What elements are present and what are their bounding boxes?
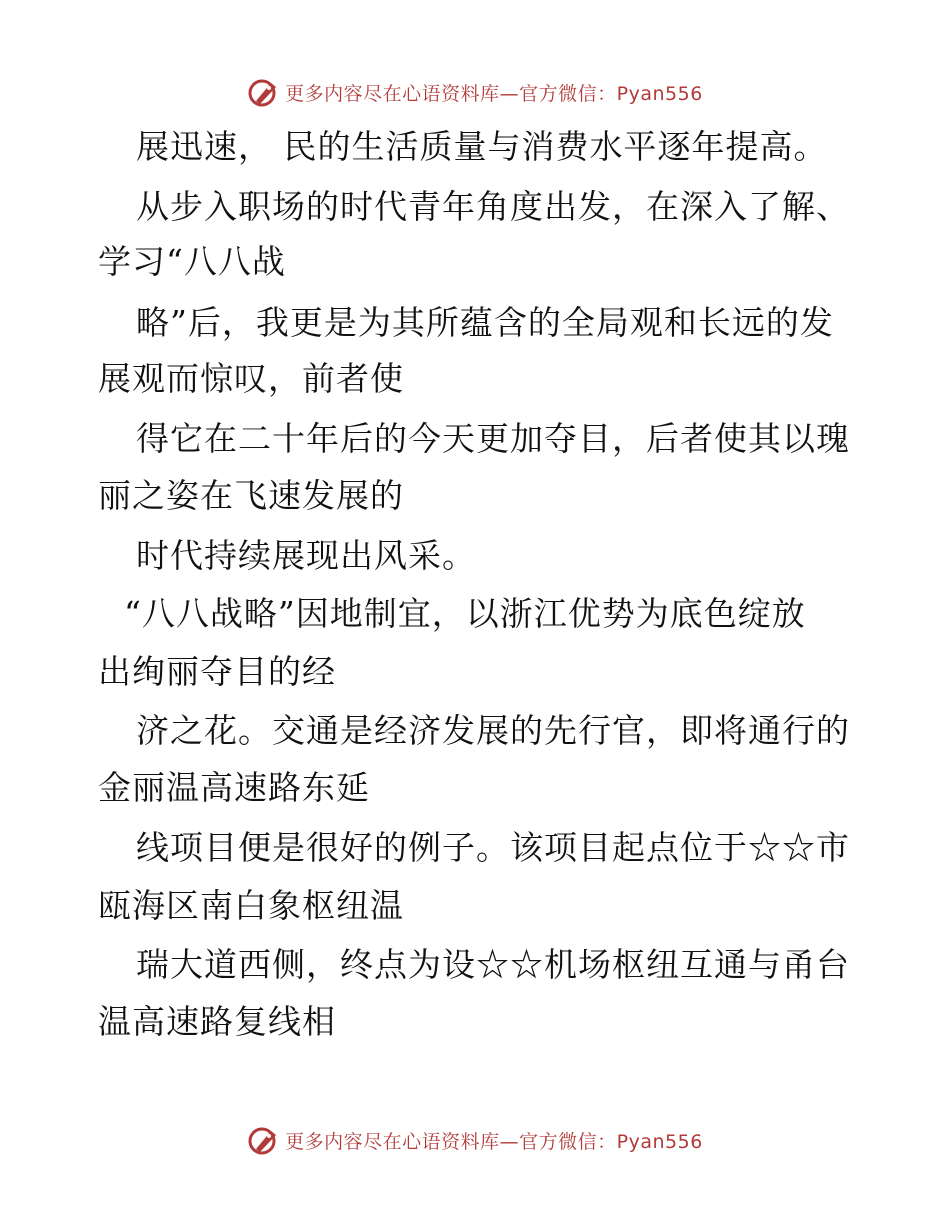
text-line: 瓯海区南白象枢纽温 [98,886,404,925]
text-line: 出绚丽夺目的经 [98,652,336,691]
text-line: 略”后，我更是为其所蕴含的全局观和长远的发 [136,303,834,342]
pen-nib-logo-icon [247,75,281,109]
text-line: 丽之姿在飞速发展的 [98,476,404,515]
text-line: “八八战略”因地制宜，以浙江优势为底色绽放 [124,594,806,633]
text-line: 学习“八八战 [98,242,286,281]
text-line: 线项目便是很好的例子。该项目起点位于☆☆市 [136,828,850,867]
text-line: 瑞大道西侧，终点为设☆☆机场枢纽互通与甬台 [136,945,850,984]
footer-brand-text: 更多内容尽在心语资料库—官方微信：Pyan556 [285,1130,703,1153]
pen-nib-logo-icon [247,1123,281,1157]
text-line: 展观而惊叹，前者使 [98,359,404,398]
header-watermark [0,72,950,112]
text-line: 从步入职场的时代青年角度出发，在深入了解、 [136,187,850,226]
text-line: 济之花。交通是经济发展的先行官，即将通行的 [136,711,850,750]
text-line: 得它在二十年后的今天更加夺目，后者使其以瑰 [136,419,850,458]
footer-watermark [0,1120,950,1160]
text-line: 时代持续展现出风采。 [136,536,476,575]
text-line: 温高速路复线相 [98,1002,336,1041]
header-brand-text: 更多内容尽在心语资料库—官方微信：Pyan556 [285,82,703,105]
text-line: 展迅速， 民的生活质量与消费水平逐年提高。 [136,127,828,166]
text-line: 金丽温高速路东延 [98,768,370,807]
